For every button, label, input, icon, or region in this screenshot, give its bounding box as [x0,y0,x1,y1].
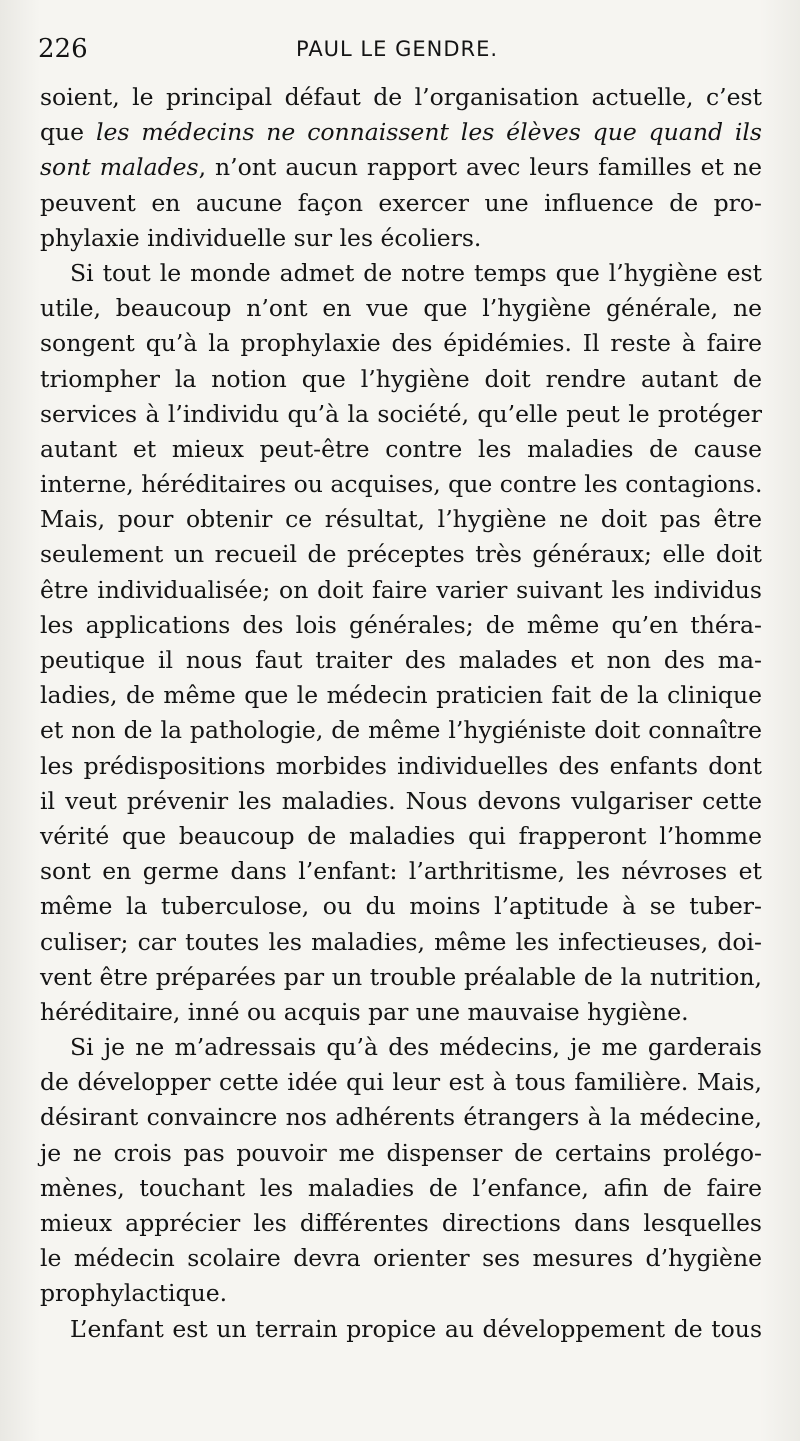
text-line: vérité que beaucoup de maladies qui frapperont l’homme [40,821,762,850]
text-line: peuvent en aucune façon exercer une influence de pro- [40,188,762,217]
text-line: les prédispositions morbides individuelles des enfants dont [40,751,762,780]
text-line: et non de la pathologie, de même l’hygiéniste doit connaître [40,716,762,745]
text-line: interne, héréditaires ou acquises, que contre les contagions. [40,470,763,499]
text-line: Si je ne m’adressais qu’à des médecins, je me garderais [70,1033,762,1062]
text-line: seulement un recueil de préceptes très généraux; elle doit [40,540,762,569]
text-line: culiser; car toutes les maladies, même les infectieuses, doi- [40,927,762,956]
text-run: que [40,118,96,147]
text-run: , n’ont aucun rapport avec leurs familles et ne [198,153,762,182]
text-line: désirant convaincre nos adhérents étrangers à la médecine, [40,1103,762,1132]
text-line: peutique il nous faut traiter des malades et non des ma- [40,646,762,674]
text-line: être individualisée; on doit faire varier suivant les individus [40,575,762,604]
text-line: Si tout le monde admet de notre temps que l’hygiène est [70,258,762,287]
running-title: PAUL LE GENDRE. [296,37,499,61]
text-line: prophylactique. [40,1279,228,1308]
text-line: sont en germe dans l’enfant: l’arthritisme, les névroses et [40,857,762,886]
text-line: héréditaire, inné ou acquis par une mauvaise hygiène. [40,997,689,1026]
text-line: de développer cette idée qui leur est à tous familière. Mais, [40,1068,762,1097]
text-line: vent être préparées par un trouble préalable de la nutrition, [40,962,762,991]
text-line: soient, le principal défaut de l’organisation actuelle, c’est [40,83,762,111]
text-line: même la tuberculose, ou du moins l’aptitude à se tuber- [40,892,762,921]
text-line: autant et mieux peut-être contre les maladies de cause [40,434,762,463]
text-line: Mais, pour obtenir ce résultat, l’hygiène ne doit pas être [40,505,762,534]
text-line [40,115,762,150]
text-line: le médecin scolaire devra orienter ses mesures d’hygiène [40,1244,762,1273]
text-line: songent qu’à la prophylaxie des épidémies. Il reste à faire [40,329,762,358]
text-line: L’enfant est un terrain propice au développement de tous [70,1314,762,1343]
italic-text-run: sont malades [40,153,199,182]
text-line: triompher la notion que l’hygiène doit rendre autant de [40,364,762,393]
page-header [38,34,738,64]
text-line: utile, beaucoup n’ont en vue que l’hygiène générale, ne [40,294,762,323]
text-line: ladies, de même que le médecin praticien fait de la clinique [40,681,762,710]
text-line: mènes, touchant les maladies de l’enfance, afin de faire [40,1173,762,1202]
text-line: les applications des lois générales; de même qu’en théra- [40,610,762,639]
text-line: il veut prévenir les maladies. Nous devons vulgariser cette [40,786,762,815]
text-line: je ne crois pas pouvoir me dispenser de certains prolégo- [40,1138,762,1167]
text-line: phylaxie individuelle sur les écoliers. [40,223,482,252]
text-line: services à l’individu qu’à la société, qu’elle peut le protéger [40,399,762,428]
italic-text-run: les médecins ne connaissent les élèves que quand ils [95,118,762,147]
text-line: mieux apprécier les différentes directions dans lesquelles [40,1209,762,1237]
page-number: 226 [38,34,88,64]
text-line [40,150,762,185]
body-text [40,80,762,1347]
